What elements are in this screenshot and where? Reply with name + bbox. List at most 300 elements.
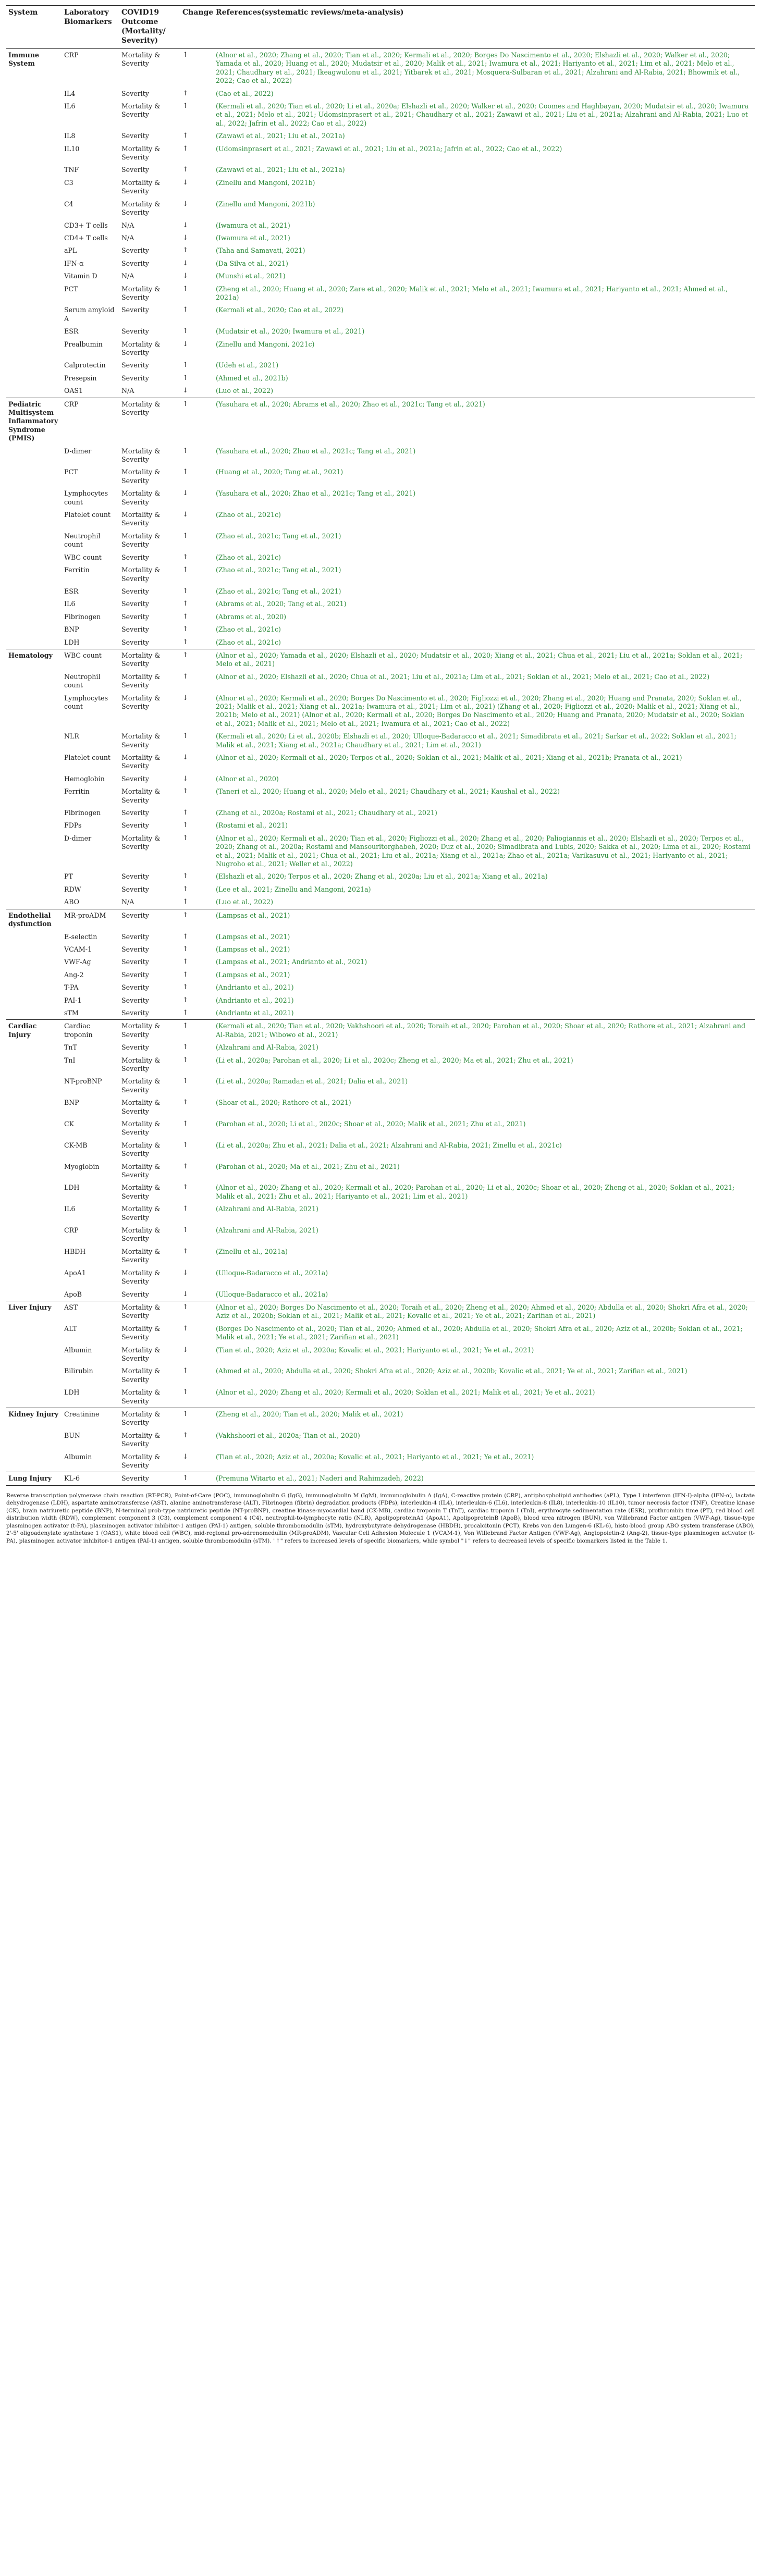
outcome-cell: N/A [121,272,134,280]
change-cell: ↑ [182,821,188,830]
system-cell [6,304,62,325]
biomarker-cell: Cardiac troponin [62,1020,119,1041]
table-row [6,981,755,994]
change-cell: ↓ [182,694,188,702]
change-cell: ↑ [182,306,188,314]
biomarker-cell: Prealbumin [64,340,103,348]
outcome-cell: Severity [121,996,149,1004]
table-row [6,232,755,244]
table-row [6,1429,755,1451]
system-cell [6,883,62,896]
references-cell: (Zhao et al., 2021c) [216,638,281,646]
table-row [6,1139,755,1161]
table-row [6,398,755,445]
outcome-cell: Severity [121,327,149,336]
references-cell: (Vakhshoori et al., 2020a; Tian et al., 2020) [216,1431,360,1439]
references-cell: (Zhang et al., 2020a; Rostami et al., 2021; Chaudhary et al., 2021) [216,809,437,817]
change-cell: ↑ [182,144,188,153]
outcome-cell: Mortality & Severity [119,398,180,445]
table-row [6,177,755,198]
biomarker-cell: IL4 [64,89,76,97]
system-cell [6,1365,62,1386]
references-cell: (Li et al., 2020a; Parohan et al., 2020; Li et al., 2020c; Zheng et al., 2020; Ma et al., 2021; Zhu et al., 2021) [216,1056,573,1064]
system-cell [6,636,62,649]
change-cell: ↑ [182,625,188,634]
references-cell: (Ahmed et al., 2021b) [216,374,288,382]
outcome-cell: Severity [121,625,149,634]
biomarker-cell: CK-MB [64,1141,88,1149]
table-row [6,49,755,88]
outcome-cell: Mortality & Severity [119,649,180,670]
outcome-cell: Severity [121,958,149,966]
table-row [6,551,755,564]
change-cell: ↑ [182,638,188,646]
references-cell: (Premuna Witarto et al., 2021; Naderi and Rahimzadeh, 2022) [214,1472,755,1485]
system-cell [6,730,62,751]
references-cell: (Rostami et al., 2021) [216,821,288,830]
references-cell: (Zhao et al., 2021c) [216,625,281,634]
references-cell: (Zhao et al., 2021c) [216,511,281,519]
table-row [6,1246,755,1267]
biomarker-cell: Myoglobin [64,1162,100,1170]
table-row [6,730,755,751]
system-cell [6,143,62,164]
outcome-cell: Mortality & Severity [121,754,161,770]
table-row [6,832,755,871]
system-cell [6,1246,62,1267]
system-cell: Endothelial dysfunction [6,909,62,930]
table-row [6,88,755,100]
table-row [6,623,755,636]
outcome-cell: Mortality & Severity [121,1431,161,1448]
outcome-cell: Mortality & Severity [121,285,161,301]
outcome-cell: Mortality & Severity [121,1099,161,1115]
system-cell: Cardiac Injury [6,1020,62,1041]
table-row [6,1224,755,1246]
outcome-cell: Mortality & Severity [121,1346,161,1362]
references-cell: (Lampsas et al., 2021) [214,909,755,930]
system-cell: Lung Injury [6,1472,62,1485]
system-cell [6,177,62,198]
table-row [6,130,755,142]
table-row [6,372,755,385]
biomarker-cell: PCT [64,285,78,293]
change-cell: ↑ [182,612,188,621]
outcome-cell: Severity [121,638,149,646]
change-cell: ↓ [182,511,188,519]
table-row [6,359,755,372]
table-row [6,819,755,832]
outcome-cell: Mortality & Severity [121,1141,161,1158]
references-cell: (Li et al., 2020a; Zhu et al., 2021; Dalia et al., 2021; Alzahrani and Al-Rabia, 2021; Zinellu et al., 2021c) [216,1141,562,1149]
references-cell: (Luo et al., 2022) [216,898,273,906]
biomarker-cell: CD3+ T cells [64,221,108,229]
references-cell: (Alnor et al., 2020; Zhang et al., 2020; Tian et al., 2020; Kermali et al., 2020; Borges Do Nascimento et al., 2020; Elshazli et al., 2020; Walker et al., 2020; Yamada et al., 2020; Huang et al., 2020; Mudatsir et al., 2020; Malik et al., 2021; Iwamura et al., 2021; Hariyanto et al., 2021; Lim et al., 2021; Melo et al., 2021; Chaudhary et al., 2021; Ikeagwulonu et al., 2021; Yitbarek et al., 2021; Mosquera-Sulbaran et al., 2021; Alzahrani and Al-Rabia, 2021; Bhowmik et al., 2022; Cao et al., 2022) [216,51,740,85]
references-cell: (Andrianto et al., 2021) [216,983,294,992]
change-cell: ↑ [180,1408,214,1429]
system-cell [6,981,62,994]
change-cell: ↑ [182,1205,188,1213]
biomarker-cell: ApoA1 [64,1268,86,1277]
table-row [6,1041,755,1054]
system-cell [6,773,62,785]
outcome-cell: N/A [121,898,134,906]
biomarker-cell: RDW [64,885,81,893]
outcome-cell: Mortality & Severity [121,1388,161,1405]
references-cell: (Alzahrani and Al-Rabia, 2021) [216,1043,318,1052]
biomarker-cell: E-selectin [64,932,97,941]
outcome-cell: N/A [121,387,134,395]
references-cell: (Udeh et al., 2021) [216,361,279,369]
biomarker-cell: CD4+ T cells [64,233,108,242]
change-cell: ↓ [182,340,188,348]
biomarker-cell: D-dimer [64,447,92,455]
outcome-cell: Mortality & Severity [121,1247,161,1264]
change-cell: ↓ [182,259,188,267]
system-cell [6,385,62,398]
outcome-cell: Mortality & Severity [121,1324,161,1341]
change-cell: ↓ [182,272,188,280]
biomarker-cell: ESR [64,587,79,595]
references-cell: (Cao et al., 2022) [216,89,274,97]
references-cell: (Udomsinprasert et al., 2021; Zawawi et al., 2021; Liu et al., 2021a; Jafrin et al., 2022; Cao et al., 2022) [216,144,562,153]
biomarker-cell: Platelet count [64,511,111,519]
change-cell: ↑ [180,398,214,445]
system-cell [6,870,62,883]
outcome-cell: Severity [121,774,149,783]
outcome-cell: Mortality & Severity [121,834,161,851]
biomarker-cell: Ferritin [64,787,90,796]
change-cell: ↑ [182,834,188,842]
table-row [6,509,755,530]
biomarker-cell: MR-proADM [62,909,119,930]
system-cell [6,164,62,176]
system-cell [6,130,62,142]
change-cell: ↑ [182,166,188,174]
system-cell [6,257,62,270]
system-cell [6,509,62,530]
change-cell: ↑ [182,600,188,608]
table-row [6,1365,755,1386]
change-cell: ↓ [182,221,188,229]
outcome-cell: Severity [121,872,149,881]
biomarker-cell: aPL [64,246,77,255]
outcome-cell: Severity [119,909,180,930]
system-cell [6,896,62,909]
table-row [6,956,755,968]
change-cell: ↓ [182,754,188,761]
change-cell: ↑ [182,809,188,817]
table-row [6,969,755,981]
system-cell [6,1118,62,1139]
table-row [6,143,755,164]
outcome-cell: Mortality & Severity [121,1077,161,1094]
change-cell: ↑ [182,983,188,992]
biomarker-cell: CRP [64,51,79,59]
table-row [6,1096,755,1118]
outcome-cell: Severity [121,259,149,267]
outcome-cell: Severity [121,1008,149,1017]
change-cell: ↑ [182,1141,188,1149]
table-row [6,943,755,956]
references-cell: (Huang et al., 2020; Tang et al., 2021) [216,468,343,476]
biomarker-cell: ALT [64,1324,77,1333]
references-cell: (Iwamura et al., 2021) [216,221,290,229]
change-cell: ↓ [182,178,188,187]
biomarker-cell: LDH [64,1388,80,1397]
biomarker-cell: ESR [64,327,79,336]
system-cell [6,585,62,598]
outcome-cell: Mortality & Severity [121,489,161,506]
change-cell: ↑ [180,1301,214,1322]
change-cell: ↑ [182,447,188,455]
table-row [6,1386,755,1408]
outcome-cell: Mortality & Severity [121,1367,161,1384]
system-cell [6,1224,62,1246]
biomarker-cell: TnI [64,1056,76,1064]
system-cell [6,283,62,304]
biomarker-cell: Fibrinogen [64,809,101,817]
biomarker-cell: T-PA [64,983,79,992]
outcome-cell: Mortality & Severity [121,1452,161,1469]
table-row [6,164,755,176]
references-cell: (Alnor et al., 2020; Kermali et al., 2020; Tian et al., 2020; Figliozzi et al., 2020; Zhang et al., 2020; Paliogiannis et al., 2020; Elshazli et al., 2020; Terpos et al., 2020; Zhang et al., 2020a; Rostami and Mansouritorghabeh, 2020; Duz et al., 2020; Simadibrata and Lubis, 2020; Sakka et al., 2020; Lima et al., 2020; Rostami et al., 2021; Malik et al., 2021; Chua et al., 2021; Liu et al., 2021a; Xiang et al., 2021a; Zhao et al., 2021a; Varikasuvu et al., 2021; Hariyanto et al., 2021; Nugroho et al., 2021; Weller et al., 2022) [216,834,751,868]
references-cell: (Alnor et al., 2020; Kermali et al., 2020; Borges Do Nascimento et al., 2020; Figliozzi et al., 2020; Zhang et al., 2020; Huang and Pranata, 2020; Soklan et al., 2021; Malik et al., 2021; Xiang et al., 2021a; Iwamura et al., 2021; Lim et al., 2021) (Zhang et al., 2020; Figliozzi et al., 2020; Malik et al., 2021; Xiang et al., 2021b; Melo et al., 2021) (Alnor et al., 2020; Kermali et al., 2020; Borges Do Nascimento et al., 2020; Huang and Pranata, 2020; Mudatsir et al., 2020; Soklan et al., 2021; Malik et al., 2021; Melo et al., 2021; Iwamura et al., 2021; Cao et al., 2022) [216,694,744,728]
outcome-cell: Severity [121,1290,149,1298]
outcome-cell: Mortality & Severity [121,732,161,749]
outcome-cell: N/A [121,221,134,229]
system-cell [6,1267,62,1288]
system-cell [6,1007,62,1020]
change-cell: ↑ [182,89,188,97]
biomarker-cell: Hemoglobin [64,774,105,783]
biomarker-cell: TnT [64,1043,77,1052]
table-row [6,1344,755,1365]
references-cell: (Alzahrani and Al-Rabia, 2021) [216,1205,318,1213]
header-biomarkers: Laboratory Biomarkers [64,8,112,26]
references-cell: (Alnor et al., 2020; Yamada et al., 2020; Elshazli et al., 2020; Mudatsir et al., 2020; Xiang et al., 2021; Chua et al., 2021; Liu et al., 2021a; Soklan et al., 2021; Melo et al., 2021) [214,649,755,670]
table-row [6,649,755,670]
change-cell: ↓ [182,200,188,208]
system-cell [6,819,62,832]
system-cell [6,219,62,232]
biomarker-cell: Ang-2 [64,970,84,979]
table-body [6,49,755,1486]
references-cell: (Zheng et al., 2020; Huang et al., 2020; Zare et al., 2020; Malik et al., 2021; Melo et al., 2021; Iwamura et al., 2021; Hariyanto et al., 2021; Ahmed et al., 2021a) [216,285,728,301]
outcome-cell: Severity [121,970,149,979]
change-cell: ↑ [182,553,188,561]
biomarker-cell: Bilirubin [64,1367,93,1375]
table-row [6,1203,755,1224]
table-footnote: Reverse transcription polymerase chain reaction (RT-PCR), Point-of-Care (POC), immunoglobulin G (IgG), immunoglobulin M (IgM), immunoglobulin A (IgA), C-reactive protein (CRP), antiphospholipid antibodies (aPL), Type I interferon (IFN-I)-alpha (IFN-α), lactate dehydrogenase (LDH), aspartate aminotransferase (AST), alanine aminotransferase (ALT), Fibrinogen (fibrin) degradation products (FDPs), interleukin-4 (IL4), interleukin-6 (IL6), interleukin-8 (IL8), interleukin-10 (IL10), tumor necrosis factor (TNF), Creatine kinase (CK), brain natriuretic peptide (BNP), N-terminal prob-type natriuretic peptide (NT-proBNP), creatine kinase-myocardial band (CK-MB), cardiac troponin T (TnT), cardiac troponin I (TnI), erythrocyte sedimentation rate (ESR), prothrombin time (PT), red blood cell distribution width (RDW), complement component 3 (C3), complement component 4 (C4), neutrophil-to-lymphocyte ratio (NLR), ApolipoproteinA1 (ApoA1), ApolipoproteinB (ApoB), blood urea nitrogen (BUN), von Willebrand Factor antigen (VWF-Ag), tissue-type plasminogen activator (t-PA), plasminogen activator inhibitor-1 antigen (PAI-1) antigen, soluble thrombomodulin (sTM), hydroxybutyrate dehydrogenase (HBDH), procalcitonin (PCT), Krebs von den Lungen-6 (KL-6), histo-blood group ABO system transferase (ABO), 2'-5' oligoadenylate synthetase 1 (OAS1), white blood cell (WBC), mid-regional pro-adrenomedullin (MR-proADM), Vascular Cell Adhesion Molecule 1 (VCAM-1), Von Willebrand Factor Antigen (VWF-Ag), Angiopoietin-2 (Ang-2), tissue-type plasminogen activator (t-PA), plasminogen activator inhibitor-1 antigen (PAI-1) antigen, soluble thrombomodulin (sTM). "↑" refers to increased levels of specific biomarkers, while symbol "↓" refers to decreased levels of specific biomarkers listed in the Table 1. [6,1492,755,1544]
references-cell: (Iwamura et al., 2021) [216,233,290,242]
system-cell [6,969,62,981]
biomarker-cell: BNP [64,1099,79,1107]
outcome-cell: Severity [121,612,149,621]
system-cell [6,100,62,130]
outcome-cell: Mortality & Severity [121,1056,161,1073]
table-row [6,1451,755,1472]
outcome-cell: Mortality & Severity [121,511,161,527]
outcome-cell: Severity [121,132,149,140]
outcome-cell: Mortality & Severity [121,447,161,464]
system-cell [6,785,62,807]
table-row [6,785,755,807]
table-row [6,338,755,360]
system-cell [6,611,62,623]
system-cell [6,1323,62,1344]
table-row [6,1267,755,1288]
table-row [6,896,755,909]
change-cell: ↓ [182,489,188,498]
change-cell: ↑ [182,246,188,255]
references-cell: (Alnor et al., 2020) [216,774,279,783]
change-cell: ↑ [182,732,188,741]
biomarker-cell: sTM [64,1008,79,1017]
biomarker-cell: WBC count [64,553,102,561]
references-cell: (Tian et al., 2020; Aziz et al., 2020a; Kovalic et al., 2021; Hariyanto et al., 2021; Ye et al., 2021) [216,1452,534,1461]
table-container [6,5,755,1545]
references-cell: (Alnor et al., 2020; Kermali et al., 2020; Terpos et al., 2020; Soklan et al., 2021; Malik et al., 2021; Xiang et al., 2021b; Pranata et al., 2021) [216,754,682,761]
change-cell: ↑ [182,1099,188,1107]
references-cell: (Andrianto et al., 2021) [216,996,294,1004]
change-cell: ↑ [182,898,188,906]
system-cell [6,623,62,636]
references-cell: (Zinellu and Mangoni, 2021c) [216,340,315,348]
system-cell [6,1429,62,1451]
table-row [6,671,755,692]
change-cell: ↑ [182,885,188,893]
table-row [6,244,755,257]
header-references: References(systematic reviews/meta-analysis) [216,8,404,17]
table-row [6,931,755,943]
outcome-cell: Mortality & Severity [121,102,161,119]
biomarker-cell: IL8 [64,132,76,140]
outcome-cell: Severity [121,885,149,893]
table-row [6,100,755,130]
biomarker-cell: NT-proBNP [64,1077,102,1086]
change-cell: ↑ [182,932,188,941]
references-cell: (Li et al., 2020a; Ramadan et al., 2021; Dalia et al., 2021) [216,1077,408,1086]
system-cell [6,956,62,968]
table-row [6,304,755,325]
table-row [6,1472,755,1485]
table-row [6,1301,755,1322]
references-cell: (Yasuhara et al., 2020; Abrams et al., 2020; Zhao et al., 2021c; Tang et al., 2021) [214,398,755,445]
outcome-cell: Severity [121,361,149,369]
table-row [6,270,755,282]
table-row [6,1075,755,1096]
change-cell: ↑ [182,672,188,681]
biomarker-cell: Platelet count [64,754,111,761]
system-cell [6,943,62,956]
biomarker-cell: NLR [64,732,79,741]
table-row [6,1020,755,1041]
outcome-cell: Severity [121,587,149,595]
biomarker-cell: PT [64,872,73,881]
biomarker-cell: PAI-1 [64,996,82,1004]
references-cell: (Abrams et al., 2020; Tang et al., 2021) [216,600,347,608]
biomarker-cell: ApoB [64,1290,82,1298]
system-cell: Kidney Injury [6,1408,62,1429]
system-cell [6,564,62,585]
change-cell: ↑ [180,1472,214,1485]
outcome-cell: Severity [121,374,149,382]
biomarker-cell: CRP [62,398,119,445]
references-cell: (Elshazli et al., 2020; Terpos et al., 2020; Zhang et al., 2020a; Liu et al., 2021a; Xiang et al., 2021a) [216,872,548,881]
outcome-cell: Mortality & Severity [121,178,161,195]
table-row [6,219,755,232]
references-cell: (Zheng et al., 2020; Tian et al., 2020; Malik et al., 2021) [214,1408,755,1429]
outcome-cell: Mortality & Severity [121,340,161,356]
outcome-cell: Mortality & Severity [119,1020,180,1041]
biomarker-cell: AST [62,1301,119,1322]
change-cell: ↓ [182,1346,188,1354]
system-cell [6,1054,62,1076]
system-cell [6,466,62,487]
references-cell: (Andrianto et al., 2021) [216,1008,294,1017]
references-cell: (Kermali et al., 2020; Cao et al., 2022) [216,306,344,314]
system-cell [6,994,62,1007]
biomarker-cell: D-dimer [64,834,92,842]
references-cell: (Ulloque-Badaracco et al., 2021a) [216,1268,328,1277]
biomarker-cell: Albumin [64,1452,92,1461]
change-cell: ↑ [182,1077,188,1086]
table-row [6,773,755,785]
table-row [6,807,755,819]
change-cell: ↑ [182,1162,188,1170]
table-header [6,6,755,49]
table-row [6,1323,755,1344]
references-cell: (Alnor et al., 2020; Zhang et al., 2020; Kermali et al., 2020; Parohan et al., 2020; Li et al., 2020c; Shoar et al., 2020; Zheng et al., 2020; Soklan et al., 2021; Malik et al., 2021; Zhu et al., 2021; Hariyanto et al., 2021; Lim et al., 2021) [216,1184,735,1200]
biomarker-cell: WBC count [62,649,119,670]
change-cell: ↑ [182,361,188,369]
references-cell: (Borges Do Nascimento et al., 2020; Tian et al., 2020; Ahmed et al., 2020; Abdulla et al., 2020; Shokri Afra et al., 2020; Aziz et al., 2020b; Soklan et al., 2021; Malik et al., 2021; Ye et al., 2021; Zarifian et al., 2021) [216,1324,743,1341]
change-cell: ↑ [182,1324,188,1333]
change-cell: ↑ [182,958,188,966]
change-cell: ↑ [180,909,214,930]
change-cell: ↓ [182,1452,188,1461]
outcome-cell: Severity [121,809,149,817]
references-cell: (Da Silva et al., 2021) [216,259,288,267]
references-cell: (Parohan et al., 2020; Li et al., 2020c; Shoar et al., 2020; Malik et al., 2021; Zhu et al., 2021) [216,1120,526,1128]
table-row [6,883,755,896]
biomarker-cell: VWF-Ag [64,958,91,966]
system-cell [6,931,62,943]
biomarker-cell: BNP [64,625,79,634]
change-cell: ↑ [182,566,188,574]
biomarker-cell: HBDH [64,1247,86,1255]
references-cell: (Kermali et al., 2020; Tian et al., 2020; Vakhshoori et al., 2020; Toraih et al., 2020; Parohan et al., 2020; Shoar et al., 2020; Rathore et al., 2021; Alzahrani and Al-Rabia, 2021; Wibowo et al., 2021) [214,1020,755,1041]
change-cell: ↑ [182,132,188,140]
references-cell: (Kermali et al., 2020; Li et al., 2020b; Elshazli et al., 2020; Ulloque-Badaracco et al., 2021; Simadibrata et al., 2021; Sarkar et al., 2022; Soklan et al., 2021; Malik et al., 2021; Xiang et al., 2021a; Chaudhary et al., 2021; Lim et al., 2021) [216,732,737,749]
outcome-cell: Mortality & Severity [121,1184,161,1200]
references-cell: (Zinellu et al., 2021a) [216,1247,288,1255]
system-cell: Liver Injury [6,1301,62,1322]
change-cell: ↑ [182,1184,188,1192]
table-row [6,585,755,598]
biomarker-cell: Lymphocytes count [64,694,108,710]
biomarker-table [6,5,755,1486]
table-row [6,385,755,398]
change-cell: ↑ [182,1388,188,1397]
biomarker-cell: Fibrinogen [64,612,101,621]
outcome-cell: Mortality & Severity [121,694,161,710]
change-cell: ↑ [182,872,188,881]
outcome-cell: Mortality & Severity [121,1120,161,1137]
system-cell [6,232,62,244]
table-row [6,530,755,551]
